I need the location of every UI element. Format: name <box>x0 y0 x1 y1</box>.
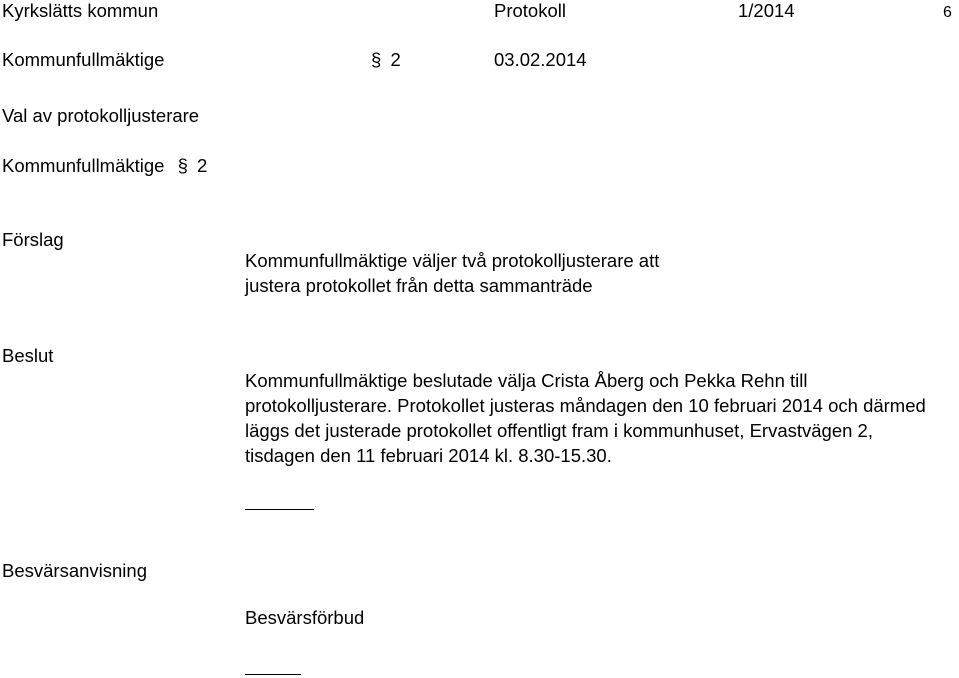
meeting-date: 03.02.2014 <box>494 49 587 70</box>
decision-text: Kommunfullmäktige beslutade välja Crista Åberg och Pekka Rehn till protokolljusterare. Protokollet justeras måndagen den 10 februari 2014 och därmed läggs det justerade protokollet offentligt fram i kommunhuset, Ervastvägen 2, tisdagen den 11 februari 2014 kl. 8.30-15.30. <box>245 370 926 466</box>
section-symbol: § <box>371 49 382 70</box>
proposal-label: Förslag <box>2 229 64 250</box>
item-reference-symbol: § <box>177 155 188 176</box>
body-name: Kommunfullmäktige <box>2 49 165 70</box>
separator-line <box>245 509 314 510</box>
municipality-name: Kyrkslätts kommun <box>2 0 159 21</box>
page-number: 6 <box>943 4 952 21</box>
protocol-number: 1/2014 <box>738 0 795 21</box>
proposal-text: Kommunfullmäktige väljer två protokolljusterare att justera protokollet från detta sammanträde <box>245 250 660 296</box>
appeal-prohibition: Besvärsförbud <box>245 607 365 628</box>
appeal-label: Besvärsanvisning <box>2 560 147 581</box>
bottom-separator-line <box>245 674 301 675</box>
section-reference <box>371 49 401 71</box>
item-title: Val av protokolljusterare <box>2 105 200 126</box>
item-reference <box>2 155 207 177</box>
section-number: 2 <box>390 49 401 70</box>
item-reference-number: 2 <box>197 155 208 176</box>
decision-label: Beslut <box>2 345 54 366</box>
item-reference-body: Kommunfullmäktige <box>2 155 165 176</box>
document-type: Protokoll <box>494 0 566 21</box>
